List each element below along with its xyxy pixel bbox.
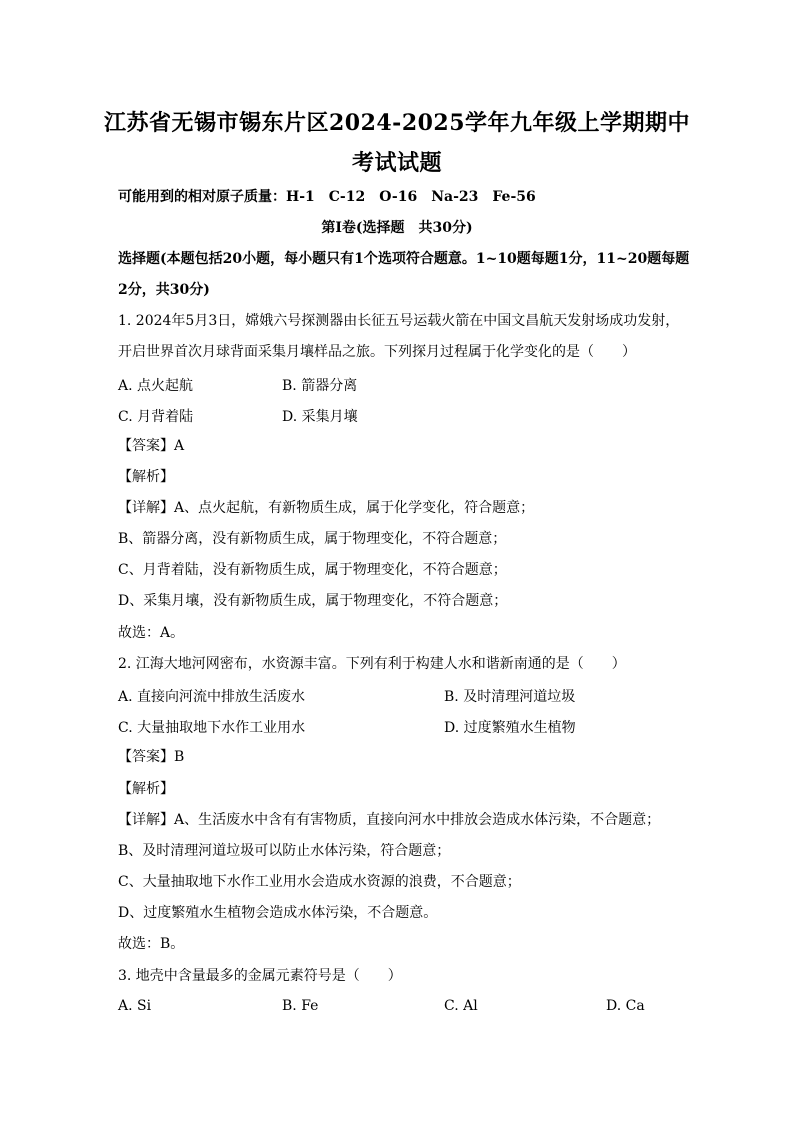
q2-detail-a: 【详解】A、生活废水中含有有害物质，直接向河水中排放会造成水体污染，不合题意； <box>118 812 661 828</box>
q2-option-b: B. 及时清理河道垃圾 <box>444 689 576 705</box>
q3-option-a: A. Si <box>118 998 152 1014</box>
q1-option-c: C. 月背着陆 <box>118 409 194 425</box>
q1-detail-d: D、采集月壤，没有新物质生成，属于物理变化，不符合题意； <box>118 593 508 609</box>
q1-answer: 【答案】A <box>118 438 185 454</box>
q1-conclusion: 故选：A。 <box>118 625 185 641</box>
q1-detail-c: C、月背着陆，没有新物质生成，属于物理变化，不符合题意； <box>118 562 507 578</box>
q2-analysis-label: 【解析】 <box>118 781 174 797</box>
q2-detail-b: B、及时清理河道垃圾可以防止水体污染，符合题意； <box>118 843 451 859</box>
q2-detail-c: C、大量抽取地下水作工业用水会造成水资源的浪费，不合题意； <box>118 874 521 890</box>
q3-option-d: D. Ca <box>606 998 645 1014</box>
instructions-line-1: 选择题(本题包括20小题，每小题只有1个选项符合题意。1~10题每题1分，11~20题每题 <box>118 251 690 267</box>
q2-stem: 2. 江海大地河网密布，水资源丰富。下列有利于构建人水和谐新南通的是（ ） <box>118 656 626 672</box>
atomic-masses: 可能用到的相对原子质量：H-1 C-12 O-16 Na-23 Fe-56 <box>118 189 536 205</box>
q3-stem: 3. 地壳中含量最多的金属元素符号是（ ） <box>118 968 402 984</box>
q3-option-c: C. Al <box>444 998 478 1014</box>
q1-option-a: A. 点火起航 <box>118 378 194 394</box>
section-title: 第Ⅰ卷(选择题 共30分) <box>321 220 473 236</box>
q2-conclusion: 故选：B。 <box>118 936 185 952</box>
q1-analysis-label: 【解析】 <box>118 469 174 485</box>
q1-detail-a: 【详解】A、点火起航，有新物质生成，属于化学变化，符合题意； <box>118 500 535 516</box>
q1-option-b: B. 箭器分离 <box>282 378 358 394</box>
q2-option-c: C. 大量抽取地下水作工业用水 <box>118 720 306 736</box>
q1-stem-line-1: 1. 2024年5月3日，嫦娥六号探测器由长征五号运载火箭在中国文昌航天发射场成功发射， <box>118 313 680 329</box>
instructions-line-2: 2分，共30分) <box>118 282 210 298</box>
q2-option-a: A. 直接向河流中排放生活废水 <box>118 689 306 705</box>
q1-option-d: D. 采集月壤 <box>282 409 358 425</box>
document-title-continued: 考试试题 <box>351 150 442 176</box>
q2-detail-d: D、过度繁殖水生植物会造成水体污染，不合题意。 <box>118 905 438 921</box>
q1-detail-b: B、箭器分离，没有新物质生成，属于物理变化，不符合题意； <box>118 531 507 547</box>
q2-answer: 【答案】B <box>118 749 185 765</box>
q1-stem-line-2: 开启世界首次月球背面采集月壤样品之旅。下列探月过程属于化学变化的是（ ） <box>118 344 636 360</box>
q2-option-d: D. 过度繁殖水生植物 <box>444 720 576 736</box>
q3-option-b: B. Fe <box>282 998 319 1014</box>
document-title: 江苏省无锡市锡东片区2024-2025学年九年级上学期期中 <box>103 110 691 136</box>
